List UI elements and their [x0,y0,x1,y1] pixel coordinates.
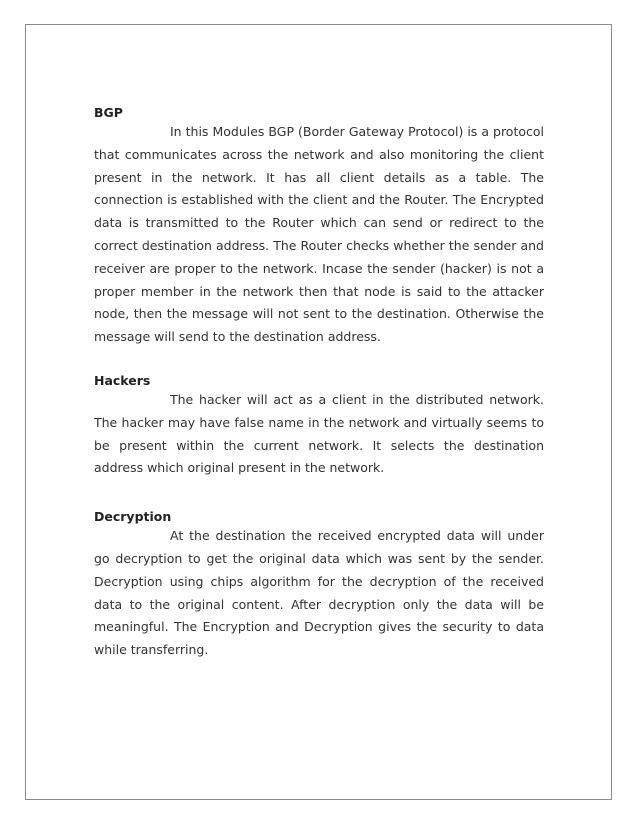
section-heading: Hackers [94,372,151,388]
section-hackers [94,373,544,480]
section-paragraph: In this Modules BGP (Border Gateway Protocol) is a protocol that communicates across the network and also monitoring the client present in the network. It has all client details as a table. The connection is established with the client and the Router. The Encrypted data is transmitted to the Router which can send or redirect to the correct destination address. The Router checks whether the sender and receiver are proper to the network. Incase the sender (hacker) is not a proper member in the network then that node is said to the attacker node, then the message will not sent to the destination. Otherwise the message will send to the destination address. [94,124,544,345]
document-body [94,105,544,662]
section-heading: BGP [94,105,123,120]
section-heading: Decryption [94,509,172,525]
section-bgp [94,105,544,349]
section-paragraph: The hacker will act as a client in the distributed network. The hacker may have false name in the network and virtually seems to be present within the current network. It selects the destination address which original present in the network. [94,391,544,476]
section-paragraph: At the destination the received encrypted data will under go decryption to get the original data which was sent by the sender. Decryption using chips algorithm for the decryption of the received data to the original content. After decryption only the data will be meaningful. The Encryption and Decryption gives the security to data while transferring. [94,528,544,658]
section-decryption [94,509,544,662]
